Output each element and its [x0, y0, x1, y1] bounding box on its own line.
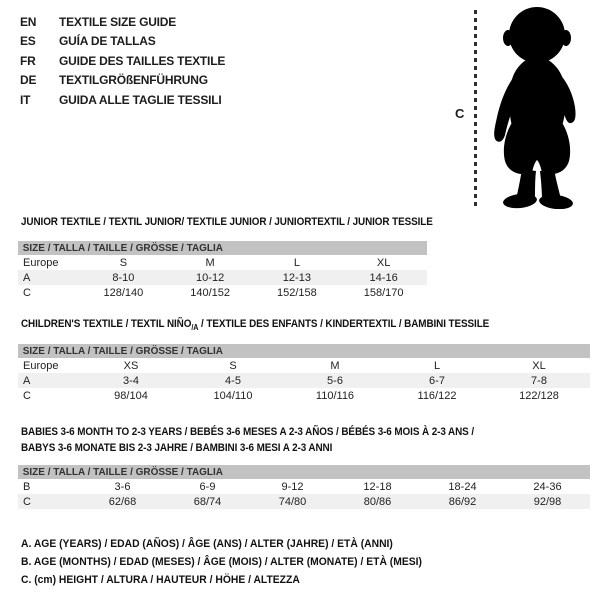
lang-title: TEXTILE SIZE GUIDE — [59, 15, 177, 29]
lang-row-fr — [20, 52, 225, 71]
table-row-europe — [18, 255, 427, 270]
lang-code: FR — [20, 53, 36, 68]
height-cell: 116/122 — [417, 389, 457, 402]
row-label: B — [23, 480, 31, 493]
size-cell: L — [293, 256, 300, 269]
lang-code: ES — [20, 34, 36, 49]
legend-b-age-months: B. AGE (MONTHS) / EDAD (MESES) / ÂGE (MOIS) / ALTER (MONATE) / ETÀ (MESI) — [21, 556, 422, 568]
size-header-row — [18, 241, 427, 255]
height-measure-label: C — [455, 106, 465, 121]
title-line-2: BABYS 3-6 MONATE BIS 2-3 JAHRE / BAMBINI 3-6 MESI A 2-3 ANNI — [21, 441, 333, 454]
table-row-height — [18, 494, 590, 509]
age-cell: 14-16 — [369, 271, 398, 284]
size-cell: S — [119, 256, 128, 269]
lang-row-it — [20, 91, 225, 110]
section-title-babies — [21, 425, 474, 456]
table-row-height — [18, 285, 427, 300]
age-cell: 4-5 — [225, 374, 241, 387]
title-line-1: BABIES 3-6 MONTH TO 2-3 YEARS / BEBÉS 3-6 MESES A 2-3 AÑOS / BÉBÉS 3-6 MOIS À 2-3 ANS / — [21, 426, 474, 438]
size-header-label: SIZE / TALLA / TAILLE / GRÖSSE / TAGLIA — [22, 242, 223, 254]
babies-size-table — [18, 465, 590, 509]
height-cell: 122/128 — [519, 389, 559, 402]
months-cell: 18-24 — [448, 480, 477, 493]
section-title-children — [21, 318, 489, 332]
lang-code: IT — [20, 92, 31, 107]
lang-title: TEXTILGRÖßENFÜHRUNG — [59, 73, 208, 88]
size-header-row — [18, 344, 590, 358]
title-part: / TEXTILE DES ENFANTS / KINDERTEXTIL / BAMBINI TESSILE — [198, 318, 490, 330]
row-label: Europe — [23, 256, 59, 269]
size-cell: M — [330, 359, 340, 372]
months-cell: 12-18 — [363, 480, 392, 493]
table-row-europe — [18, 358, 590, 373]
height-cell: 80/86 — [363, 495, 392, 508]
table-row-age — [18, 373, 590, 388]
height-cell: 152/158 — [276, 286, 317, 299]
legend-a-age-years: A. AGE (YEARS) / EDAD (AÑOS) / ÂGE (ANS) / ALTER (JAHRE) / ETÀ (ANNI) — [21, 538, 393, 550]
height-cell: 128/140 — [103, 286, 144, 299]
legend-c-height: C. (cm) HEIGHT / ALTURA / HAUTEUR / HÖHE / ALTEZZA — [21, 574, 300, 586]
age-cell: 10-12 — [196, 271, 225, 284]
size-cell: XS — [123, 359, 139, 372]
months-cell: 3-6 — [114, 480, 131, 493]
lang-row-de — [20, 71, 225, 90]
children-size-table — [18, 344, 590, 403]
height-cell: 104/110 — [213, 389, 253, 402]
height-cell: 62/68 — [108, 495, 137, 508]
lang-title: GUÍA DE TALLAS — [59, 34, 156, 49]
title-part: CHILDREN'S TEXTILE / TEXTIL NIÑO — [21, 318, 192, 330]
legend — [21, 535, 422, 589]
row-label: C — [23, 495, 31, 508]
table-row-months — [18, 479, 590, 494]
lang-row-es — [20, 32, 225, 51]
row-label: A — [23, 271, 31, 284]
months-cell: 24-36 — [533, 480, 562, 493]
age-cell: 3-4 — [123, 374, 139, 387]
age-cell: 8-10 — [112, 271, 135, 284]
lang-code: EN — [20, 15, 37, 29]
size-cell: S — [229, 359, 237, 372]
age-cell: 6-7 — [429, 374, 445, 387]
lang-title: GUIDA ALLE TAGLIE TESSILI — [59, 92, 222, 107]
size-header-label: SIZE / TALLA / TAILLE / GRÖSSE / TAGLIA — [22, 345, 223, 357]
size-cell: M — [205, 256, 215, 269]
size-header-label: SIZE / TALLA / TAILLE / GRÖSSE / TAGLIA — [22, 466, 223, 478]
age-cell: 5-6 — [327, 374, 343, 387]
lang-row-en — [20, 13, 225, 32]
title-subscript: /A — [191, 323, 199, 333]
size-cell: L — [433, 359, 441, 372]
height-cell: 86/92 — [448, 495, 477, 508]
row-label: Europe — [23, 359, 59, 372]
height-cell: 92/98 — [533, 495, 562, 508]
height-measure-dashed-line — [474, 10, 477, 207]
size-cell: XL — [532, 359, 546, 372]
height-cell: 140/152 — [190, 286, 230, 299]
age-cell: 12-13 — [282, 271, 311, 284]
age-cell: 7-8 — [531, 374, 547, 387]
months-cell: 9-12 — [281, 480, 304, 493]
size-header-row — [18, 465, 590, 479]
language-title-list — [20, 13, 225, 110]
height-cell: 68/74 — [193, 495, 222, 508]
height-cell: 158/170 — [363, 286, 404, 299]
height-cell: 74/80 — [278, 495, 307, 508]
toddler-silhouette — [479, 5, 591, 209]
lang-code: DE — [20, 73, 37, 88]
height-cell: 98/104 — [114, 389, 148, 402]
size-cell: XL — [376, 256, 391, 269]
section-title-junior: JUNIOR TEXTILE / TEXTIL JUNIOR/ TEXTILE JUNIOR / JUNIORTEXTIL / JUNIOR TESSILE — [21, 216, 433, 228]
table-row-age — [18, 270, 427, 285]
junior-size-table — [18, 241, 427, 300]
row-label: A — [23, 374, 31, 387]
months-cell: 6-9 — [199, 480, 216, 493]
height-cell: 110/116 — [315, 389, 355, 402]
row-label: C — [23, 389, 31, 402]
row-label: C — [23, 286, 31, 299]
lang-title: GUIDE DES TAILLES TEXTILE — [59, 53, 226, 68]
table-row-height — [18, 388, 590, 403]
